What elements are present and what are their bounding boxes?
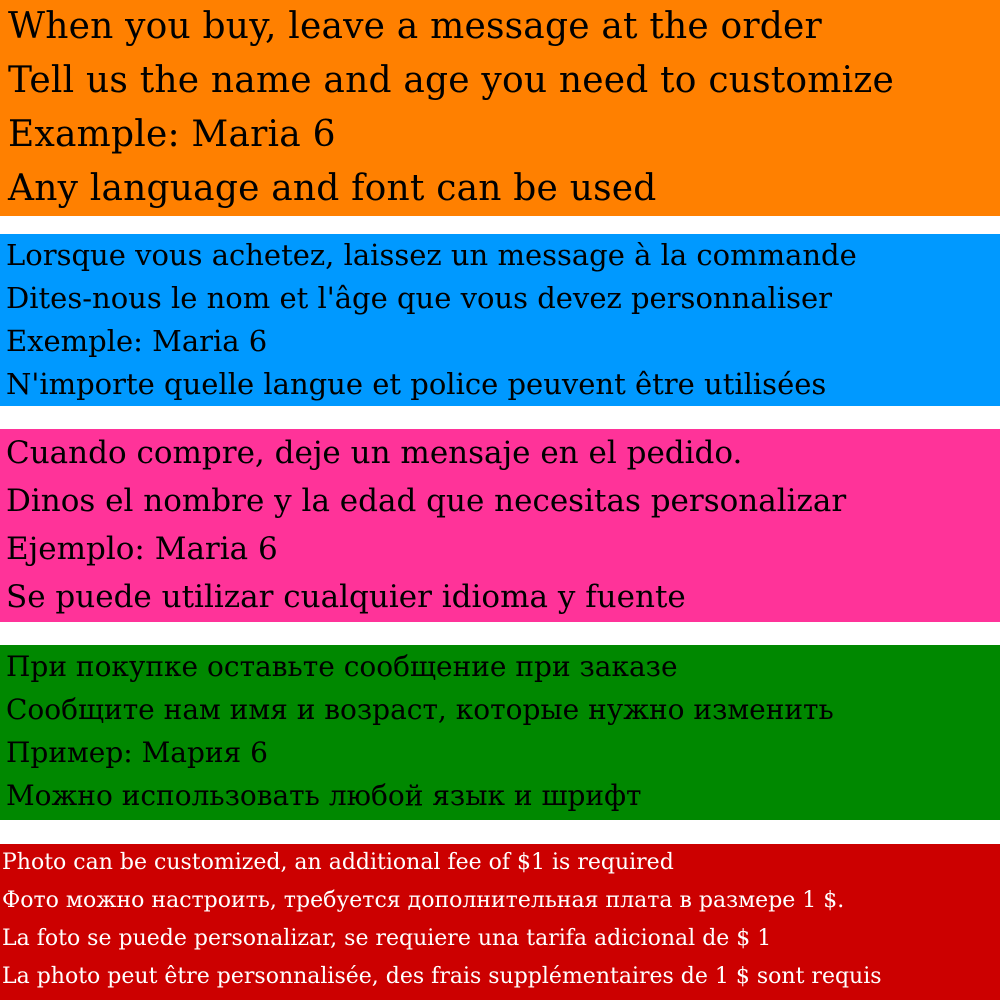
- spanish-line-2: Dinos el nombre y la edad que necesitas personalizar: [6, 483, 847, 519]
- english-line-3: Example: Maria 6: [8, 114, 336, 155]
- english-instructions-block: [0, 0, 1000, 216]
- spanish-line-4: Se puede utilizar cualquier idioma y fuente: [6, 579, 686, 615]
- russian-line-1: При покупке оставьте сообщение при заказе: [6, 650, 678, 683]
- russian-instructions-block: [0, 645, 1000, 820]
- french-instructions-block: [0, 234, 1000, 406]
- french-line-3: Exemple: Maria 6: [6, 324, 268, 358]
- french-line-4: N'importe quelle langue et police peuvent être utilisées: [6, 367, 827, 401]
- photo-note-line-es: La foto se puede personalizar, se requiere una tarifa adicional de $ 1: [2, 926, 772, 951]
- french-line-1: Lorsque vous achetez, laissez un message à la commande: [6, 238, 857, 272]
- english-line-2: Tell us the name and age you need to customize: [8, 60, 895, 101]
- photo-note-line-en: Photo can be customized, an additional fee of $1 is required: [2, 850, 674, 875]
- photo-fee-note-block: [0, 844, 1000, 1000]
- french-line-2: Dites-nous le nom et l'âge que vous devez personnaliser: [6, 281, 833, 315]
- spanish-line-1: Cuando compre, deje un mensaje en el pedido.: [6, 435, 743, 471]
- english-line-4: Any language and font can be used: [8, 168, 657, 209]
- spanish-line-3: Ejemplo: Maria 6: [6, 531, 278, 567]
- english-line-1: When you buy, leave a message at the order: [8, 6, 822, 47]
- photo-note-line-ru: Фото можно настроить, требуется дополнительная плата в размере 1 $.: [2, 888, 845, 913]
- photo-note-line-fr: La photo peut être personnalisée, des frais supplémentaires de 1 $ sont requis: [2, 964, 882, 989]
- russian-line-3: Пример: Мария 6: [6, 736, 268, 769]
- russian-line-2: Сообщите нам имя и возраст, которые нужно изменить: [6, 693, 834, 726]
- spanish-instructions-block: [0, 429, 1000, 622]
- russian-line-4: Можно использовать любой язык и шрифт: [6, 779, 642, 812]
